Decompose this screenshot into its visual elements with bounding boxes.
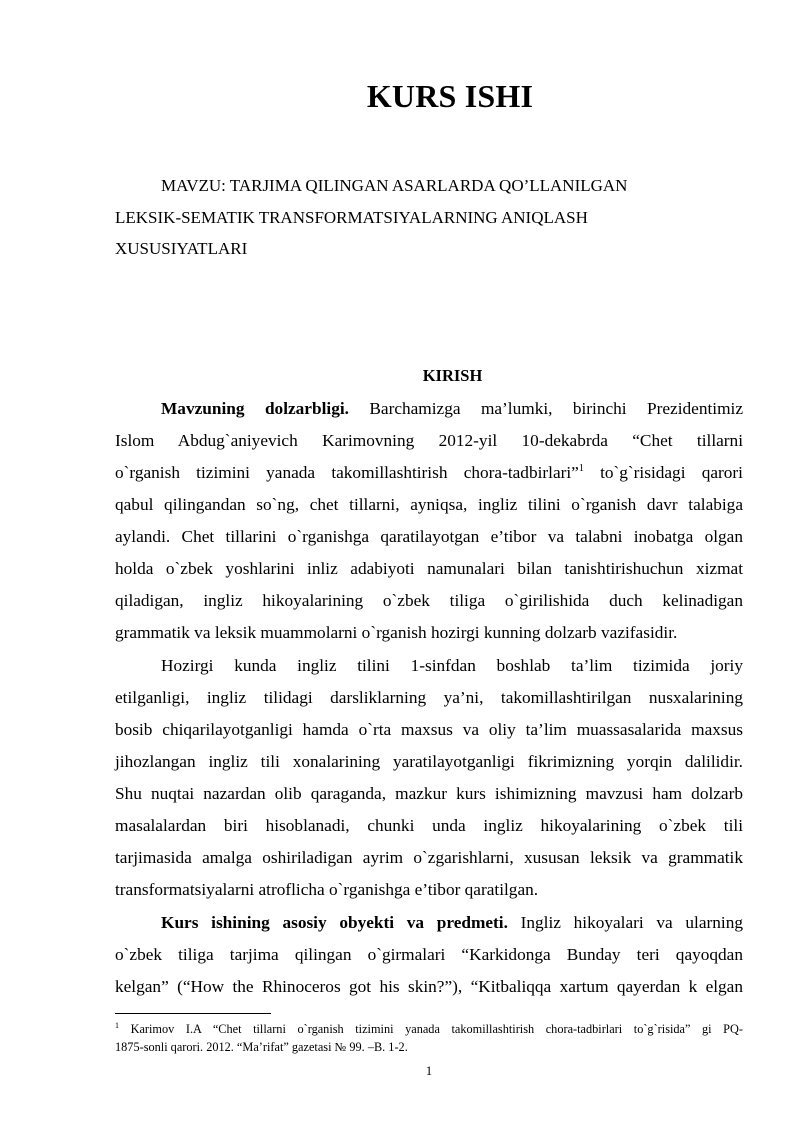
footnote-reference[interactable]: 1	[578, 463, 584, 475]
topic-line: XUSUSIYATLARI	[115, 239, 248, 258]
body-line: jihozlangan ingliz tili xonalarining yaratilayotganligi fikrimizning yorqin dalilidir.	[115, 752, 743, 771]
body-line: grammatik va leksik muammolarni o`rganish hozirgi kunning dolzarb vazifasidir.	[115, 623, 678, 642]
footnote-line: 1875-sonli qarori. 2012. “Ma’rifat” gazetasi № 99. –B. 1-2.	[115, 1040, 408, 1054]
body-line: masalalardan biri hisoblanadi, chunki unda ingliz hikoyalarining o`zbek tili	[115, 816, 743, 835]
document-title	[0, 78, 800, 115]
topic-line: LEKSIK-SEMATIK TRANSFORMATSIYALARNING ANIQLASH	[115, 207, 588, 227]
body-line: transformatsiyalarni atroflicha o`rganishga e’tibor qaratilgan.	[115, 880, 539, 899]
footnote-mark: 1	[115, 1020, 119, 1030]
body-line: o`rganish tizimini yanada takomillashtirish chora-tadbirlari”$^1$ to`g`risidagi qarori	[115, 463, 743, 482]
body-line: Kurs ishining asosiy obyekti va predmeti. Ingliz hikoyalari va ularning	[161, 913, 743, 932]
page-number: 1	[425, 1064, 433, 1078]
title-text: KURS ISHI	[366, 78, 534, 114]
body-line: Shu nuqtai nazardan olib qaraganda, mazkur kurs ishimizning mavzusi ham dolzarb	[115, 784, 743, 803]
body-line: kelgan” (“How the Rhinoceros got his skin?”), “Kitbaliqqa xartum qayerdan k elgan	[115, 977, 743, 996]
body-line: bosib chiqarilayotganligi hamda o`rta maxsus va oliy ta’lim muassasalarida maxsus	[115, 720, 743, 739]
paragraph-lead: Kurs ishining asosiy obyekti va predmeti.	[161, 913, 508, 932]
body-line: qabul qilingandan so`ng, chet tillarni, ayniqsa, ingliz tilini o`rganish davr talabiga	[115, 495, 743, 514]
body-line: aylandi. Chet tillarini o`rganishga qaratilayotgan e’tibor va talabni inobatga olgan	[115, 527, 743, 546]
footnote-separator	[115, 1013, 271, 1014]
body-line: o`zbek tiliga tarjima qilingan o`girmalari “Karkidonga Bunday teri qayoqdan	[115, 945, 743, 964]
body-line: Hozirgi kunda ingliz tilini 1-sinfdan boshlab ta’lim tizimida joriy	[161, 656, 743, 675]
body-line: qiladigan, ingliz hikoyalarining o`zbek tiliga o`girilishida duch kelinadigan	[115, 591, 743, 610]
body-line: Mavzuning dolzarbligi. Barchamizga ma’lumki, birinchi Prezidentimiz	[161, 399, 743, 418]
footnote-line: $^1$ Karimov I.A “Chet tillarni o`rganish tizimini yanada takomillashtirish chora-tadbirlari to`g`risida” gi PQ-	[115, 1020, 743, 1036]
body-line: holda o`zbek yoshlarini inliz adabiyoti namunalari bilan tanishtirishuchun xizmat	[115, 559, 743, 578]
body-line: etilganligi, ingliz tilidagi darsliklarning ya’ni, takomillashtirilgan nusxalarining	[115, 688, 743, 707]
section-heading: KIRISH	[422, 366, 483, 385]
paragraph-lead: Mavzuning dolzarbligi.	[161, 399, 349, 418]
topic-block	[115, 170, 715, 265]
body-line: Islom Abdug`aniyevich Karimovning 2012-yil 10-dekabrda “Chet tillarni	[115, 431, 743, 450]
body-line: tarjimasida amalga oshiriladigan ayrim o`zgarishlarni, xususan leksik va grammatik	[115, 848, 743, 867]
topic-line: MAVZU: TARJIMA QILINGAN ASARLARDA QO’LLANILGAN	[161, 176, 628, 195]
